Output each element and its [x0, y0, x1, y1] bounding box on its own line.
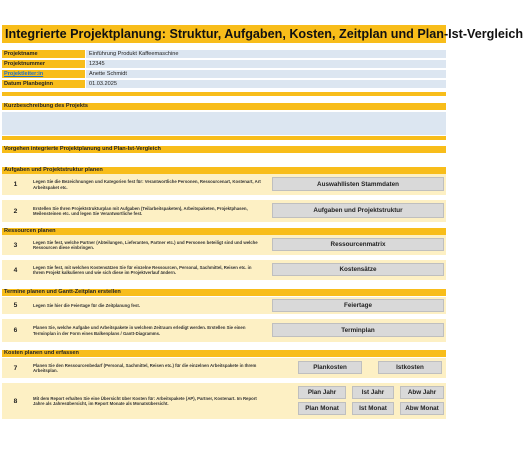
step-row-8 — [2, 383, 446, 419]
projektleiter-link[interactable]: Projektleiter:in — [4, 71, 44, 77]
section-header-termine: Termine planen und Gantt-Zeitplan erstellen — [2, 289, 446, 296]
step-number: 1 — [13, 181, 18, 188]
step-row-3 — [2, 235, 446, 255]
step-description: Legen Sie die Bezeichnungen und Kategorien fest für: Verantwortliche Personen, Ressourcenart, Kostenart, Art Arbeitspaket etc. — [33, 179, 261, 190]
abw-monat-button[interactable]: Abw Monat — [400, 402, 444, 415]
page-title: Integrierte Projektplanung: Struktur, Aufgaben, Kosten, Zeitplan und Plan-Ist-Vergleich — [5, 27, 523, 41]
step-row-5 — [2, 297, 446, 314]
section-divider — [2, 136, 446, 140]
step-number: 8 — [13, 397, 18, 405]
step-description: Legen Sie fest, mit welchen Kostensätzen Sie für einzelne Ressourcen, Personal, Sachmittel, Reisen etc. in Ihrem Projekt kalkulieren und wie sich diese im Projektverlauf ändern. — [33, 264, 252, 275]
terminplan-button[interactable]: Terminplan — [272, 323, 444, 337]
step-description: Mit dem Report erhalten Sie eine Übersicht über Kosten für: Arbeitspakete (AP), Partner, Kostenart. Im Report Jahre als Jahresübersicht, im Report Monate als Monatsübersicht. — [33, 395, 257, 406]
step-row-7 — [2, 358, 446, 378]
plan-jahr-button[interactable]: Plan Jahr — [298, 386, 346, 399]
page-title-bar — [2, 25, 523, 45]
step-description: Planen Sie den Ressourcenbedarf (Personal, Sachmittel, Reisen etc.) für die einzelnen Arbeitspakete in Ihrem Arbeitsplan. — [33, 362, 257, 373]
ist-jahr-button[interactable]: Ist Jahr — [352, 386, 394, 399]
step-row-2 — [2, 200, 446, 222]
aufgaben-projektstruktur-button[interactable]: Aufgaben und Projektstruktur — [272, 203, 444, 218]
info-value[interactable]: Einführung Produkt Kaffeemaschine — [86, 50, 446, 59]
step-description: Erstellen Sie Ihren Projektstrukturplan mit Aufgaben (Teilarbeitspaketen), Arbeitspaketen, Projektphasen, Meilensteinen etc. und legen Sie Verantwortliche fest. — [33, 205, 248, 216]
kurzbeschreibung-field[interactable] — [2, 112, 446, 135]
info-row-projektleiter — [2, 70, 446, 79]
ressourcenmatrix-button[interactable]: Ressourcenmatrix — [272, 238, 444, 251]
auswahllisten-stammdaten-button[interactable]: Auswahllisten Stammdaten — [272, 177, 444, 191]
step-number: 5 — [13, 302, 18, 309]
step-description: Planen Sie, welche Aufgabe und Arbeitspakete in welchem Zeitraum erledigt werden. Erstellen Sie einen Terminplan in der Form eines Balkenplans / Gantt-Diagramms. — [33, 325, 246, 336]
info-label: Projektname — [2, 50, 85, 59]
section-divider — [2, 92, 446, 96]
abw-jahr-button[interactable]: Abw Jahr — [400, 386, 444, 399]
plan-monat-button[interactable]: Plan Monat — [298, 402, 346, 415]
info-label-link[interactable] — [2, 70, 85, 79]
step-number: 2 — [13, 207, 18, 215]
step-number: 7 — [13, 364, 18, 372]
info-row-datum — [2, 80, 446, 89]
section-header-vorgehen: Vorgehen integrierte Projektplanung und Plan-Ist-Vergleich — [2, 146, 446, 153]
step-description: Legen Sie fest, welche Partner (Abteilungen, Lieferanten, Partner etc.) und Personen beteiligt sind und welche Ressourcen diese einbringen. — [33, 239, 258, 250]
section-header-kosten: Kosten planen und erfassen — [2, 350, 446, 357]
info-value[interactable]: 01.03.2025 — [86, 80, 446, 89]
info-value[interactable]: Anette Schmidt — [86, 70, 446, 79]
plankosten-button[interactable]: Plankosten — [298, 361, 362, 374]
feiertage-button[interactable]: Feiertage — [272, 299, 444, 312]
step-number: 3 — [13, 241, 18, 249]
section-header-aufgaben: Aufgaben und Projektstruktur planen — [2, 167, 446, 174]
ist-monat-button[interactable]: Ist Monat — [352, 402, 394, 415]
info-row-projektnummer — [2, 60, 446, 69]
section-header-kurzbeschreibung: Kurzbeschreibung des Projekts — [2, 103, 446, 110]
step-number: 6 — [13, 327, 18, 334]
istkosten-button[interactable]: Istkosten — [378, 361, 442, 374]
kostensaetze-button[interactable]: Kostensätze — [272, 263, 444, 276]
step-number: 4 — [13, 266, 18, 274]
step-row-6 — [2, 319, 446, 342]
info-label: Datum Planbeginn — [2, 80, 85, 89]
info-label: Projektnummer — [2, 60, 85, 69]
step-row-4 — [2, 260, 446, 280]
step-description: Legen Sie hier die Feiertage für die Zeitplanung fest. — [33, 302, 140, 308]
info-value[interactable]: 12345 — [86, 60, 446, 69]
section-header-ressourcen: Ressourcen planen — [2, 228, 446, 235]
step-row-1 — [2, 174, 446, 195]
info-row-projektname — [2, 50, 446, 59]
